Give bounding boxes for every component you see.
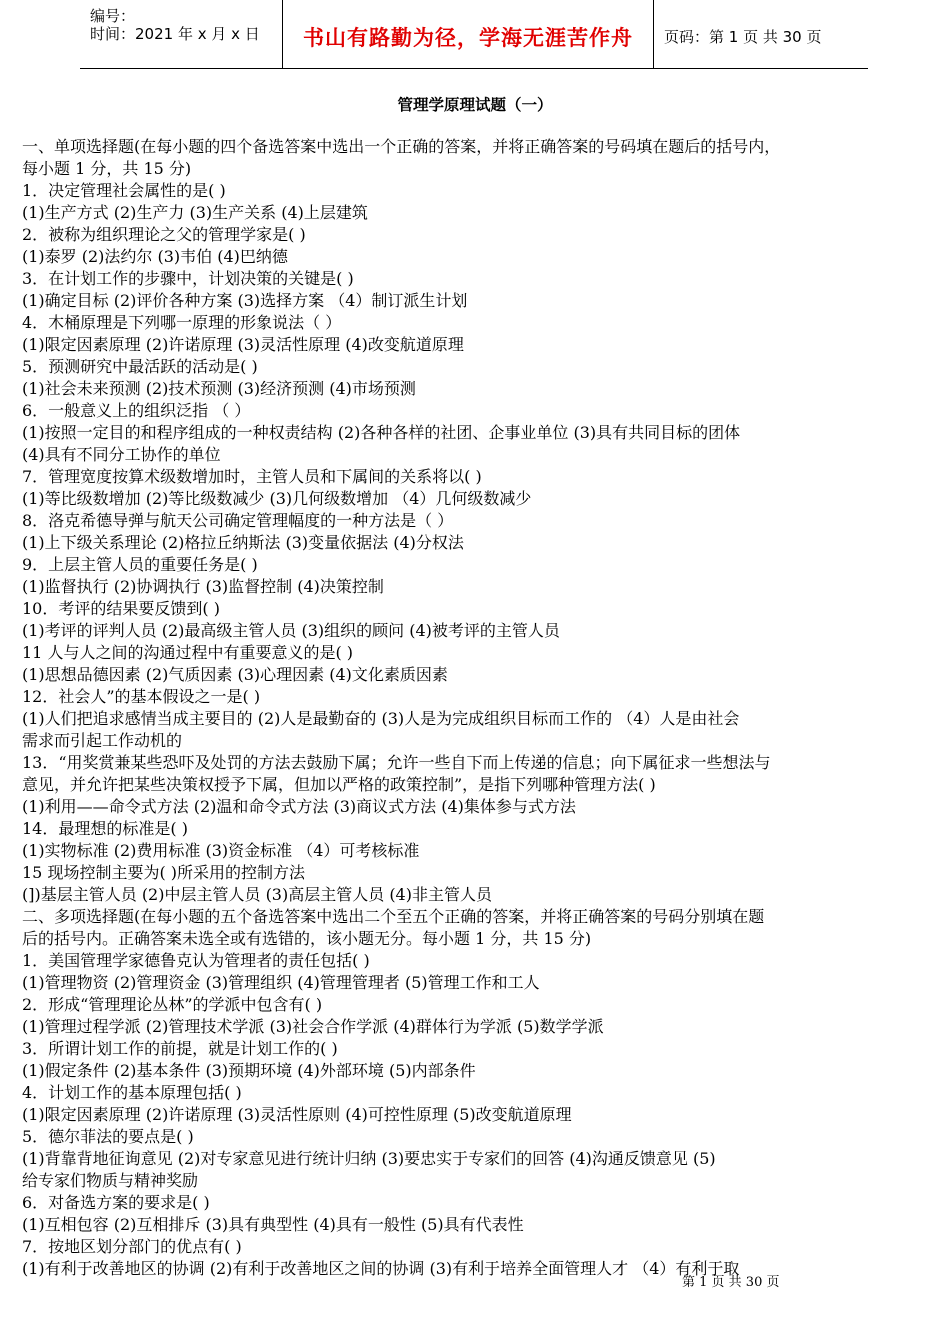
text-line: 3．所谓计划工作的前提，就是计划工作的( ) xyxy=(22,1039,338,1058)
text-line: (1)背靠背地征询意见 (2)对专家意见进行统计归纳 (3)要忠实于专家们的回答 (4)沟通反馈意见 (5) xyxy=(22,1149,716,1168)
text-line: (1)泰罗 (2)法约尔 (3)韦伯 (4)巴纳德 xyxy=(22,247,288,266)
text-line: (1)有利于改善地区的协调 (2)有利于改善地区之间的协调 (3)有利于培养全面管理人才 （4）有利于取 xyxy=(22,1259,740,1278)
text-line: 7．管理宽度按算术级数增加时，主管人员和下属间的关系将以( ) xyxy=(22,467,482,486)
page-header xyxy=(80,0,868,69)
text-line: (1)互相包容 (2)互相排斥 (3)具有典型性 (4)具有一般性 (5)具有代表性 xyxy=(22,1215,524,1234)
text-line: 4．木桶原理是下列哪一原理的形象说法（ ） xyxy=(22,313,342,332)
text-line: 1．美国管理学家德鲁克认为管理者的责任包括( ) xyxy=(22,951,370,970)
text-line: 意见，并允许把某些决策权授予下属，但加以严格的政策控制”，是指下列哪种管理方法( ) xyxy=(22,775,656,794)
text-line: 11 人与人之间的沟通过程中有重要意义的是( ) xyxy=(22,643,354,662)
document-time-label: 时间：2021 年 x 月 x 日 xyxy=(90,25,260,43)
text-line: (1)实物标准 (2)费用标准 (3)资金标准 （4）可考核标准 xyxy=(22,841,420,860)
text-line: (1)社会未来预测 (2)技术预测 (3)经济预测 (4)市场预测 xyxy=(22,379,416,398)
text-line: 1．决定管理社会属性的是( ) xyxy=(22,181,226,200)
text-line: (1)利用——命令式方法 (2)温和命令式方法 (3)商议式方法 (4)集体参与式方法 xyxy=(22,797,576,816)
text-line: 14．最理想的标准是( ) xyxy=(22,819,188,838)
text-line: (1)管理物资 (2)管理资金 (3)管理组织 (4)管理管理者 (5)管理工作和工人 xyxy=(22,973,540,992)
text-line: 5．预测研究中最活跃的活动是( ) xyxy=(22,357,258,376)
text-line: (])基层主管人员 (2)中层主管人员 (3)高层主管人员 (4)非主管人员 xyxy=(22,885,492,904)
text-line: 每小题 1 分，共 15 分) xyxy=(22,159,192,178)
text-line: 5．德尔菲法的要点是( ) xyxy=(22,1127,194,1146)
header-page-cell xyxy=(654,0,868,68)
text-line: 13．“用奖赏兼某些恐吓及处罚的方法去鼓励下属；允许一些自下而上传递的信息；向下属征求一些想法与 xyxy=(22,753,771,772)
page-footer: 第 1 页 共 30 页 xyxy=(682,1275,780,1290)
header-motto-cell xyxy=(283,0,654,68)
text-line: 7．按地区划分部门的优点有( ) xyxy=(22,1237,242,1256)
document-number-label: 编号： xyxy=(90,7,136,25)
text-line: 6．对备选方案的要求是( ) xyxy=(22,1193,210,1212)
text-line: 8．洛克希德导弹与航天公司确定管理幅度的一种方法是（ ） xyxy=(22,511,454,530)
text-line: 15 现场控制主要为( )所采用的控制方法 xyxy=(22,863,306,882)
text-line: 后的括号内。正确答案未选全或有选错的，该小题无分。每小题 1 分，共 15 分) xyxy=(22,929,592,948)
text-line: 2．被称为组织理论之父的管理学家是( ) xyxy=(22,225,306,244)
text-line: 一、单项选择题(在每小题的四个备选答案中选出一个正确的答案，并将正确答案的号码填在题后的括号内， xyxy=(22,137,781,156)
text-line: 2．形成“管理理论丛林”的学派中包含有( ) xyxy=(22,995,323,1014)
text-line: (1)管理过程学派 (2)管理技术学派 (3)社会合作学派 (4)群体行为学派 (5)数学学派 xyxy=(22,1017,604,1036)
text-line: (1)限定因素原理 (2)许诺原理 (3)灵活性原理 (4)改变航道原理 xyxy=(22,335,464,354)
text-line: (1)人们把追求感情当成主要目的 (2)人是最勤奋的 (3)人是为完成组织目标而工作的 （4）人是由社会 xyxy=(22,709,740,728)
text-line: 12．社会人”的基本假设之一是( ) xyxy=(22,687,261,706)
text-line: (1)思想品德因素 (2)气质因素 (3)心理因素 (4)文化素质因素 xyxy=(22,665,448,684)
text-line: (1)假定条件 (2)基本条件 (3)预期环境 (4)外部环境 (5)内部条件 xyxy=(22,1061,476,1080)
text-line: 9．上层主管人员的重要任务是( ) xyxy=(22,555,258,574)
text-line: 需求而引起工作动机的 xyxy=(22,731,183,750)
text-line: (1)按照一定目的和程序组成的一种权责结构 (2)各种各样的社团、企事业单位 (3)具有共同目标的团体 xyxy=(22,423,741,442)
text-line: 6．一般意义上的组织泛指 （ ） xyxy=(22,401,251,420)
text-line: (1)考评的评判人员 (2)最高级主管人员 (3)组织的顾问 (4)被考评的主管人员 xyxy=(22,621,560,640)
text-line: (1)监督执行 (2)协调执行 (3)监督控制 (4)决策控制 xyxy=(22,577,384,596)
text-line: (1)等比级数增加 (2)等比级数减少 (3)几何级数增加 （4）几何级数减少 xyxy=(22,489,532,508)
document-body xyxy=(22,136,934,1280)
text-line: 4．计划工作的基本原理包括( ) xyxy=(22,1083,242,1102)
text-line: 给专家们物质与精神奖励 xyxy=(22,1171,199,1190)
text-line: 3．在计划工作的步骤中，计划决策的关键是( ) xyxy=(22,269,354,288)
header-motto: 书山有路勤为径，学海无涯苦作舟 xyxy=(303,26,633,50)
text-line: (4)具有不同分工协作的单位 xyxy=(22,445,221,464)
header-page-number: 页码：第 1 页 共 30 页 xyxy=(664,28,822,46)
text-line: 二、多项选择题(在每小题的五个备选答案中选出二个至五个正确的答案，并将正确答案的号码分别填在题 xyxy=(22,907,765,926)
text-line: (1)生产方式 (2)生产力 (3)生产关系 (4)上层建筑 xyxy=(22,203,368,222)
header-info-cell xyxy=(80,0,283,68)
text-line: (1)上下级关系理论 (2)格拉丘纳斯法 (3)变量依据法 (4)分权法 xyxy=(22,533,464,552)
document-title: 管理学原理试题（一） xyxy=(397,96,553,114)
text-line: 10．考评的结果要反馈到( ) xyxy=(22,599,220,618)
text-line: (1)限定因素原理 (2)许诺原理 (3)灵活性原则 (4)可控性原理 (5)改变航道原理 xyxy=(22,1105,572,1124)
text-line: (1)确定目标 (2)评价各种方案 (3)选择方案 （4）制订派生计划 xyxy=(22,291,468,310)
